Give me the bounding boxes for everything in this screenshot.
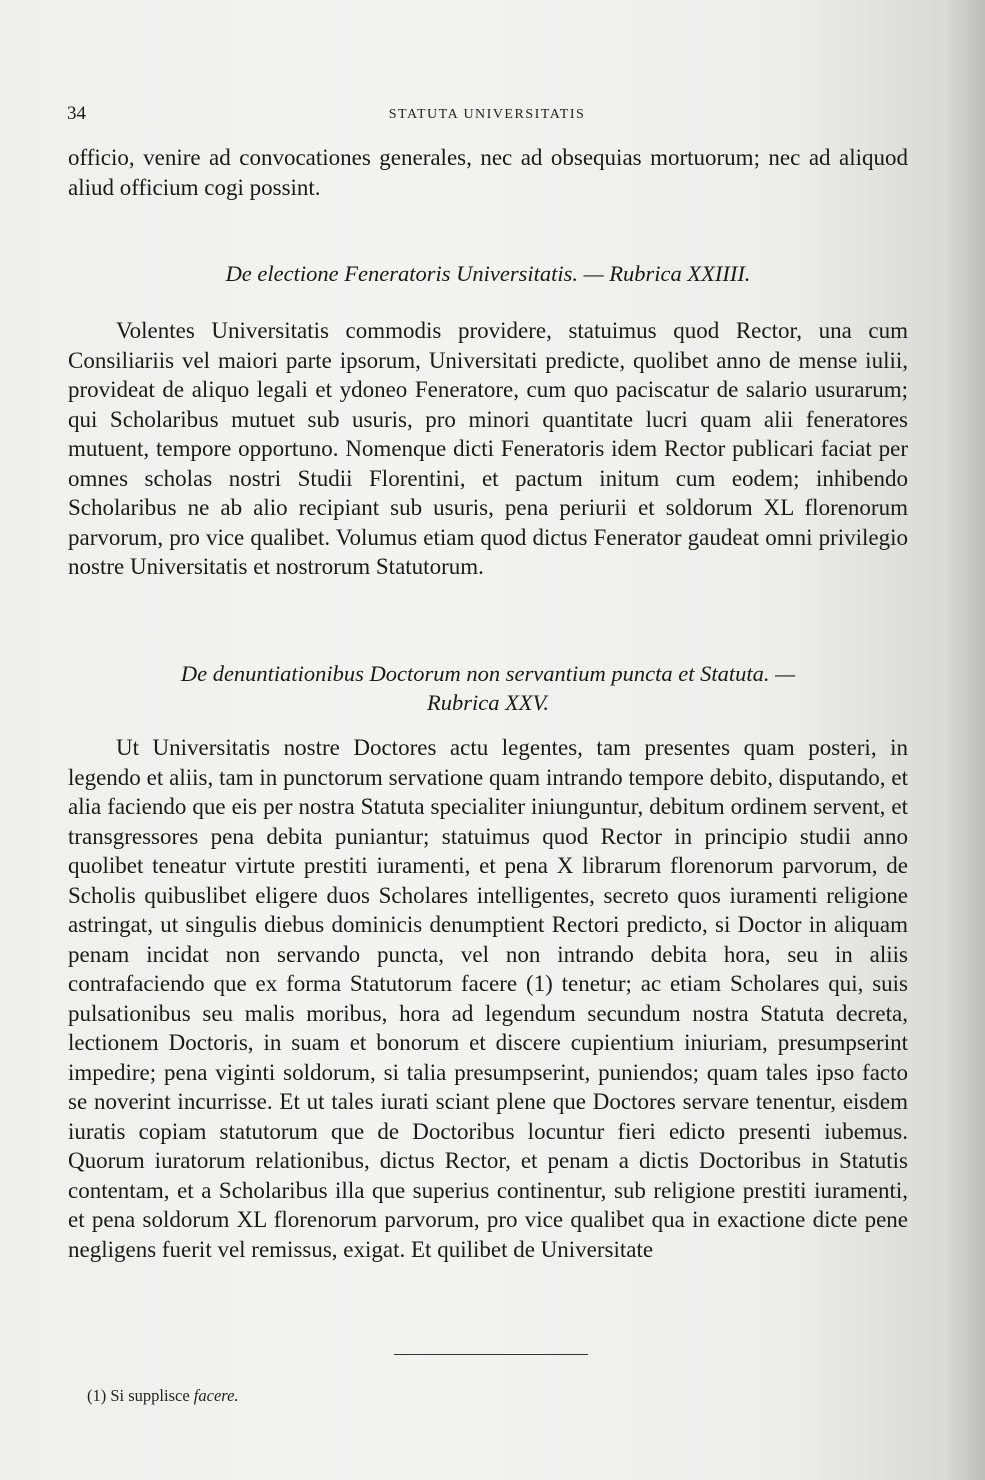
- rubric-24-body: Volentes Universitatis commodis providere, statuimus quod Rector, una cum Consiliariis vel maiori parte ipsorum, Universitati predicte, quolibet anno de mense iulii, provideat de aliquo legali et ydoneo Feneratore, cum quo paciscatur de salario usurarum; qui Scholaribus mutuet sub usuris, pro minori quantitate lucri quam alii feneratores mutuent, tempore opportuno. Nomenque dicti Feneratoris idem Rector publicari faciat per omnes scholas nostri Studii Florentini, et pactum initum cum eodem; inhibendo Scholaribus ne ab alio recipiant sub usuris, pena periurii et soldorum XL florenorum parvorum, pro vice qualibet. Volumus etiam quod dictus Fenerator gaudeat omni privilegio nostre Universitatis et nostrorum Statutorum.: [68, 318, 908, 579]
- rubric-25-title-line2: Rubrica XXV.: [426, 690, 550, 715]
- opening-paragraph: [68, 143, 908, 202]
- footnote-marker: (1) Si supplisce: [87, 1386, 190, 1405]
- opening-text: officio, venire ad convocationes generales, nec ad obsequias mortuorum; nec ad aliquod aliud officium cogi possint.: [68, 145, 908, 200]
- page-number: 34: [67, 103, 86, 124]
- rubric-24-paragraph: [68, 316, 908, 582]
- footnote-divider: [394, 1354, 588, 1355]
- rubric-25-heading: [68, 659, 908, 717]
- footnote-word: facere.: [193, 1386, 239, 1405]
- rubric-25-paragraph: [68, 733, 908, 1264]
- running-title: STATUTA UNIVERSITATIS: [388, 107, 586, 122]
- rubric-24-heading: [68, 259, 908, 288]
- rubric-25-title-line1: De denuntiationibus Doctorum non servantium puncta et Statuta. —: [180, 661, 796, 686]
- page-header: [67, 103, 907, 127]
- rubric-25-body: Ut Universitatis nostre Doctores actu legentes, tam presentes quam posteri, in legendo et aliis, tam in punctorum servatione quam intrando tempore debito, disputando, et alia faciendo que eis per nostra Statuta specialiter iniunguntur, debitum ordinem servent, et transgressores pena debita puniantur; statuimus quod Rector in principio studii anno quolibet teneatur virtute prestiti iuramenti, et pena X librarum florenorum parvorum, de Scholis quibuslibet eligere duos Scholares intelligentes, secreto quos iuramenti religione astringat, ut singulis diebus dominicis denumptient Rectori predicto, si Doctor in aliquam penam incidat non servando puncta, vel non intrando debita hora, seu in aliis contrafaciendo que ex forma Statutorum facere (1) tenetur; ac etiam Scholares qui, suis pulsationibus seu malis moribus, hora ad legendum secundum nostra Statuta decreta, lectionem Doctoris, in suam et bonorum et discere cupientium iniuriam, presumpserint impedire; pena viginti soldorum, si talia presumpserint, puniendos; quam tales ipso facto se noverint incurrisse. Et ut tales iurati sciant plene que Doctores servare tenentur, eisdem iuratis copiam statutorum que de Doctoribus locuntur fieri edicto presenti iubemus. Quorum iuratorum relationibus, dictus Rector, et penam a dictis Doctoribus in Statutis contentam, et a Scholaribus illa que superius continentur, sub religione prestiti iuramenti, et pena soldorum XL florenorum parvorum, pro vice qualibet qua in exactione dicte pene negligens fuerit vel remissus, exigat. Et quilibet de Universitate: [68, 735, 908, 1262]
- footnote: [87, 1386, 239, 1406]
- rubric-24-title: De electione Feneratoris Universitatis. — Rubrica XXIIII.: [225, 261, 751, 286]
